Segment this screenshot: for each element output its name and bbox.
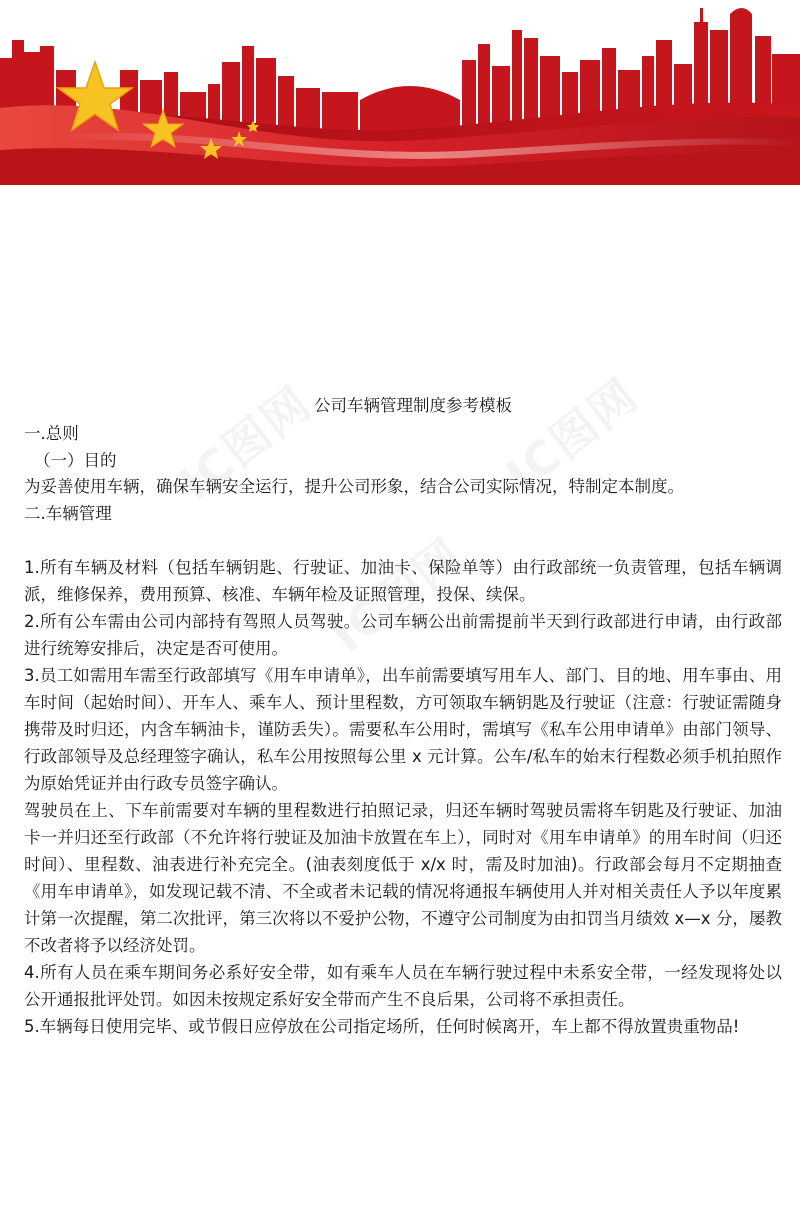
document-body [24, 394, 782, 1040]
rule-item: 驾驶员在上、下车前需要对车辆的里程数进行拍照记录，归还车辆时驾驶员需将车钥匙及行驶证、加油卡一并归还至行政部（不允许将行驶证及加油卡放置在车上），同时对《用车申请单》的用车时间（归还时间）、里程数、油表进行补充完全。(油表刻度低于 x/x 时，需及时加油)。行政部会每月不定期抽查《用车申请单》，如发现记载不清、不全或者未记载的情况将通报车辆使用人并对相关责任人予以年度累计第一次提醒，第二次批评，第三次将以不爱护公物，不遵守公司制度为由扣罚当月绩效 x—x 分，屡教不改者将予以经济处罚。 [24, 800, 782, 955]
subsection-heading-purpose: （一）目的 [34, 450, 117, 470]
document-title: 公司车辆管理制度参考模板 [314, 396, 512, 415]
section-heading-vehicle-management: 二.车辆管理 [24, 503, 112, 523]
rule-item: 3.员工如需用车需至行政部填写《用车申请单》，出车前需要填写用车人、部门、目的地、用车事由、用车时间（起始时间）、开车人、乘车人、预计里程数，方可领取车辆钥匙及行驶证（注意：行驶证需随身携带及时归还，内含车辆油卡，谨防丢失）。需要私车公用时，需填写《私车公用申请单》由部门领导、行政部领导及总经理签字确认，私车公用按照每公里 x 元计算。公车/私车的始末行程数必须手机拍照作为原始凭证并由行政专员签字确认。 [24, 665, 782, 793]
section-heading-general: 一.总则 [24, 424, 79, 443]
rule-item: 2.所有公车需由公司内部持有驾照人员驾驶。公司车辆公出前需提前半天到行政部进行申请，由行政部进行统筹安排后，决定是否可使用。 [24, 611, 782, 658]
header-banner [0, 0, 800, 185]
rule-item: 1.所有车辆及材料（包括车辆钥匙、行驶证、加油卡、保险单等）由行政部统一负责管理，包括车辆调派，维修保养，费用预算、核准、车辆年检及证照管理，投保、续保。 [24, 557, 782, 604]
purpose-text: 为妥善使用车辆，确保车辆安全运行，提升公司形象，结合公司实际情况，特制定本制度。 [24, 477, 684, 496]
rule-item: 5.车辆每日使用完毕、或节假日应停放在公司指定场所，任何时候离开，车上都不得放置贵重物品! [24, 1016, 740, 1036]
rule-item: 4.所有人员在乘车期间务必系好安全带，如有乘车人员在车辆行驶过程中未系安全带，一经发现将处以公开通报批评处罚。如因未按规定系好安全带而产生不良后果，公司将不承担责任。 [24, 962, 782, 1009]
